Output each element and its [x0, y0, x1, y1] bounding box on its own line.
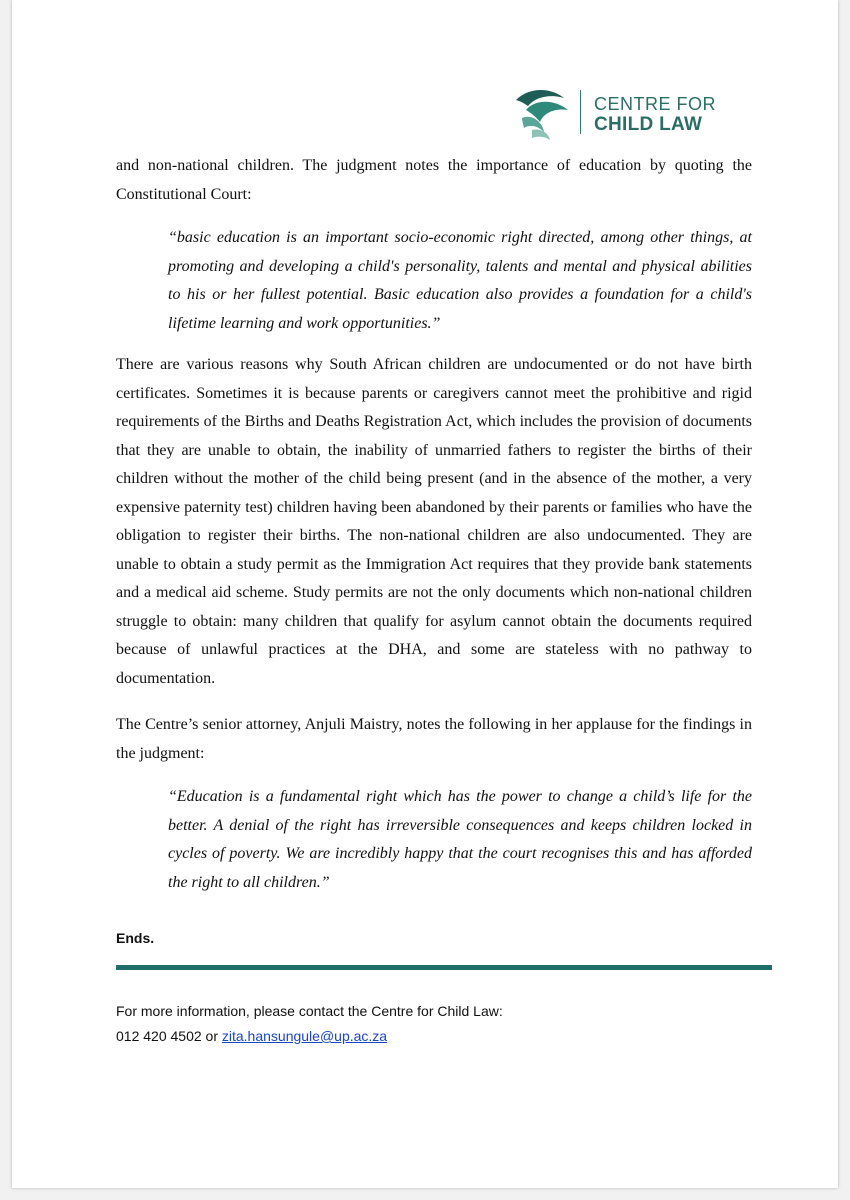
contact-block — [116, 999, 756, 1049]
contact-email-link[interactable]: zita.hansungule@up.ac.za — [221, 1028, 388, 1044]
logo-text-line2: CHILD LAW — [594, 114, 703, 135]
paragraph-reasons: There are various reasons why South African children are undocumented or do not have birth certificates. Sometimes it is because parents or caregivers cannot meet the prohibitive and rigid requirements of the Births and Deaths Registration Act, which includes the provision of documents that they are unable to obtain, the inability of unmarried fathers to register the births of their children without the mother of the child being present (and in the absence of the mother, a very expensive paternity test) children having been abandoned by their parents or families who have the obligation to register their births. The non-national children are also undocumented. They are unable to obtain a study permit as the Immigration Act requires that they provide bank statements and a medical aid scheme. Study permits are not the only documents which non-national children struggle to obtain: many children that qualify for asylum cannot obtain the documents required because of unlawful practices at the DHA, and some are stateless with no pathway to documentation. — [116, 356, 752, 687]
quote-attorney: “Education is a fundamental right which has the power to change a child’s life for the better. A denial of the right has irreversible consequences and keeps children locked in cycles of poverty. We are incredibly happy that the court recognises this and has afforded the right to all children.” — [168, 788, 752, 891]
contact-phone: 012 420 4502 or — [116, 1028, 218, 1044]
logo-divider — [580, 90, 581, 134]
contact-line: For more information, please contact the Centre for Child Law: — [116, 1003, 503, 1019]
logo-text-line1: CENTRE FOR — [594, 94, 716, 114]
document-page — [12, 0, 838, 1188]
ends-label: Ends. — [116, 930, 155, 946]
paragraph-intro: and non-national children. The judgment notes the importance of education by quoting the Constitutional Court: — [116, 157, 752, 203]
paragraph-attorney: The Centre’s senior attorney, Anjuli Maistry, notes the following in her applause for the findings in the judgment: — [116, 716, 752, 762]
centre-for-child-law-logo — [512, 84, 752, 144]
logo-mark-icon — [512, 84, 572, 142]
section-divider — [116, 965, 772, 970]
contact-details — [116, 1024, 756, 1049]
quote-constitutional-court: “basic education is an important socio-economic right directed, among other things, at promoting and developing a child's personality, talents and mental and physical abilities to his or her fullest potential. Basic education also provides a foundation for a child's lifetime learning and work opportunities.” — [168, 229, 752, 332]
